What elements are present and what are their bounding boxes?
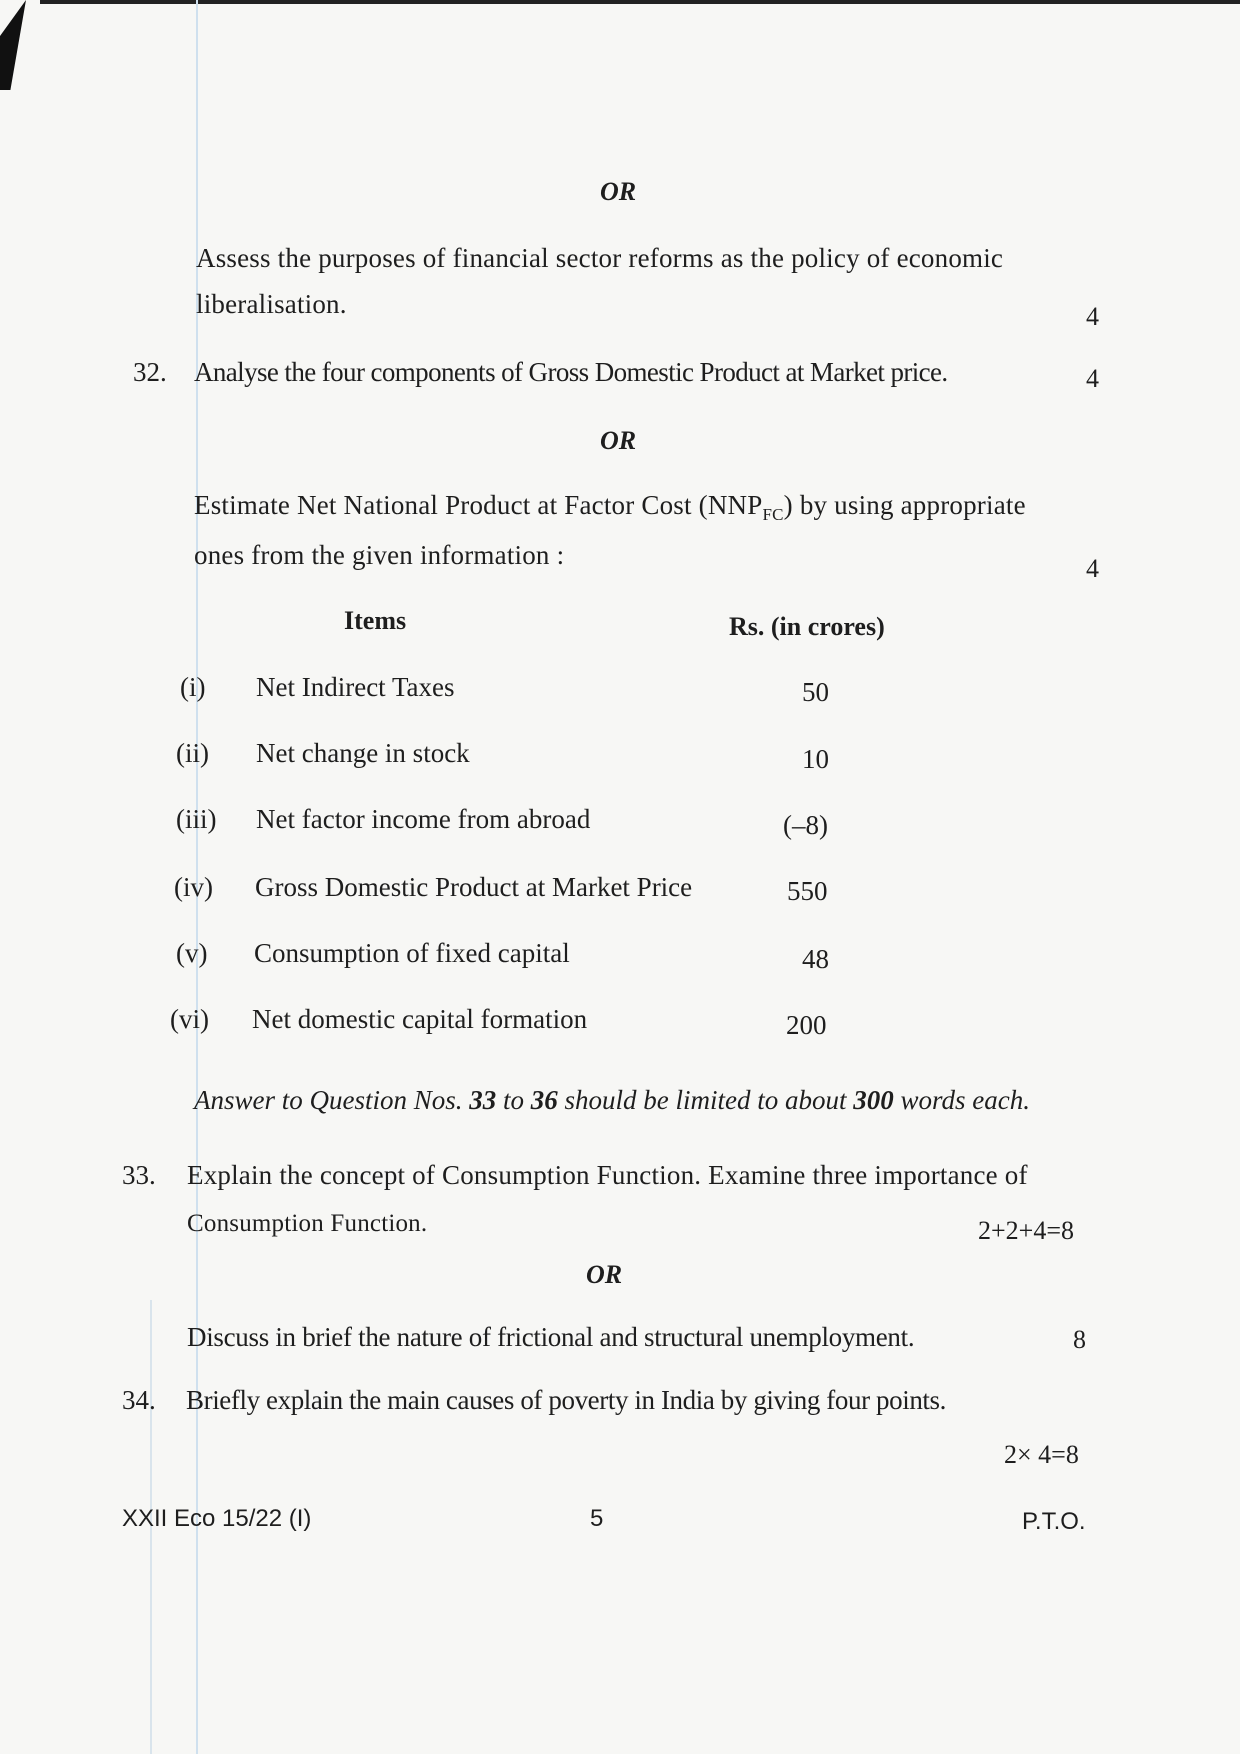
q33-line1: Explain the concept of Consumption Function. Examine three importance of (187, 1160, 1028, 1190)
q33-alt-marks: 8 (1073, 1325, 1086, 1354)
row-value: 48 (802, 944, 829, 974)
q32-marks: 4 (1086, 364, 1099, 393)
section-instruction: Answer to Question Nos. 33 to 36 should be limited to about 300 words each. (194, 1085, 1031, 1115)
q33-alt-text: Discuss in brief the nature of frictional and structural unemployment. (187, 1322, 915, 1352)
row-item: Net factor income from abroad (256, 804, 591, 834)
row-item: Net Indirect Taxes (256, 672, 455, 702)
q32-text: Analyse the four components of Gross Domestic Product at Market price. (194, 357, 948, 387)
q33-line2: Consumption Function. (187, 1210, 428, 1237)
q34-number: 34. (122, 1385, 156, 1415)
or-heading-3: OR (586, 1260, 623, 1289)
header-value: Rs. (in crores) (729, 612, 885, 641)
row-index: (i) (180, 672, 206, 702)
row-item: Gross Domestic Product at Market Price (255, 872, 693, 902)
row-index: (v) (176, 938, 208, 968)
row-value: 50 (802, 677, 829, 707)
q33-number: 33. (122, 1160, 156, 1190)
row-item: Net domestic capital formation (252, 1004, 588, 1034)
corner-scan-mark (0, 0, 26, 90)
q31-alt-line2: liberalisation. (196, 289, 347, 319)
or-heading-2: OR (600, 426, 637, 455)
row-index: (iii) (176, 804, 217, 834)
footer-page-number: 5 (590, 1505, 604, 1532)
row-index: (ii) (176, 738, 209, 768)
row-item: Net change in stock (256, 738, 470, 768)
footer-pto: P.T.O. (1022, 1508, 1086, 1535)
top-edge-rule (40, 0, 1240, 4)
row-item: Consumption of fixed capital (254, 938, 570, 968)
row-value: 10 (802, 744, 829, 774)
footer-paper-code: XXII Eco 15/22 (I) (122, 1505, 312, 1532)
row-value: (–8) (783, 810, 828, 840)
row-value: 200 (786, 1010, 827, 1040)
or-heading-1: OR (600, 177, 637, 206)
row-index: (vi) (170, 1004, 209, 1034)
q31-alt-line1: Assess the purposes of financial sector reforms as the policy of economic (196, 243, 1004, 273)
q34-marks: 2× 4=8 (1004, 1440, 1079, 1469)
row-index: (iv) (174, 872, 213, 902)
q32-number: 32. (133, 357, 167, 387)
header-items: Items (344, 606, 407, 635)
q33-marks: 2+2+4=8 (978, 1216, 1074, 1245)
q32-alt-marks: 4 (1086, 554, 1099, 583)
q32-alt-line2: ones from the given information : (194, 540, 565, 570)
row-value: 550 (787, 876, 828, 906)
q34-text: Briefly explain the main causes of poverty in India by giving four points. (186, 1385, 946, 1415)
q32-alt-line1: Estimate Net National Product at Factor Cost $(NNP_{FC})$ by using appropriate (194, 490, 1026, 524)
q31-alt-marks: 4 (1086, 302, 1099, 331)
